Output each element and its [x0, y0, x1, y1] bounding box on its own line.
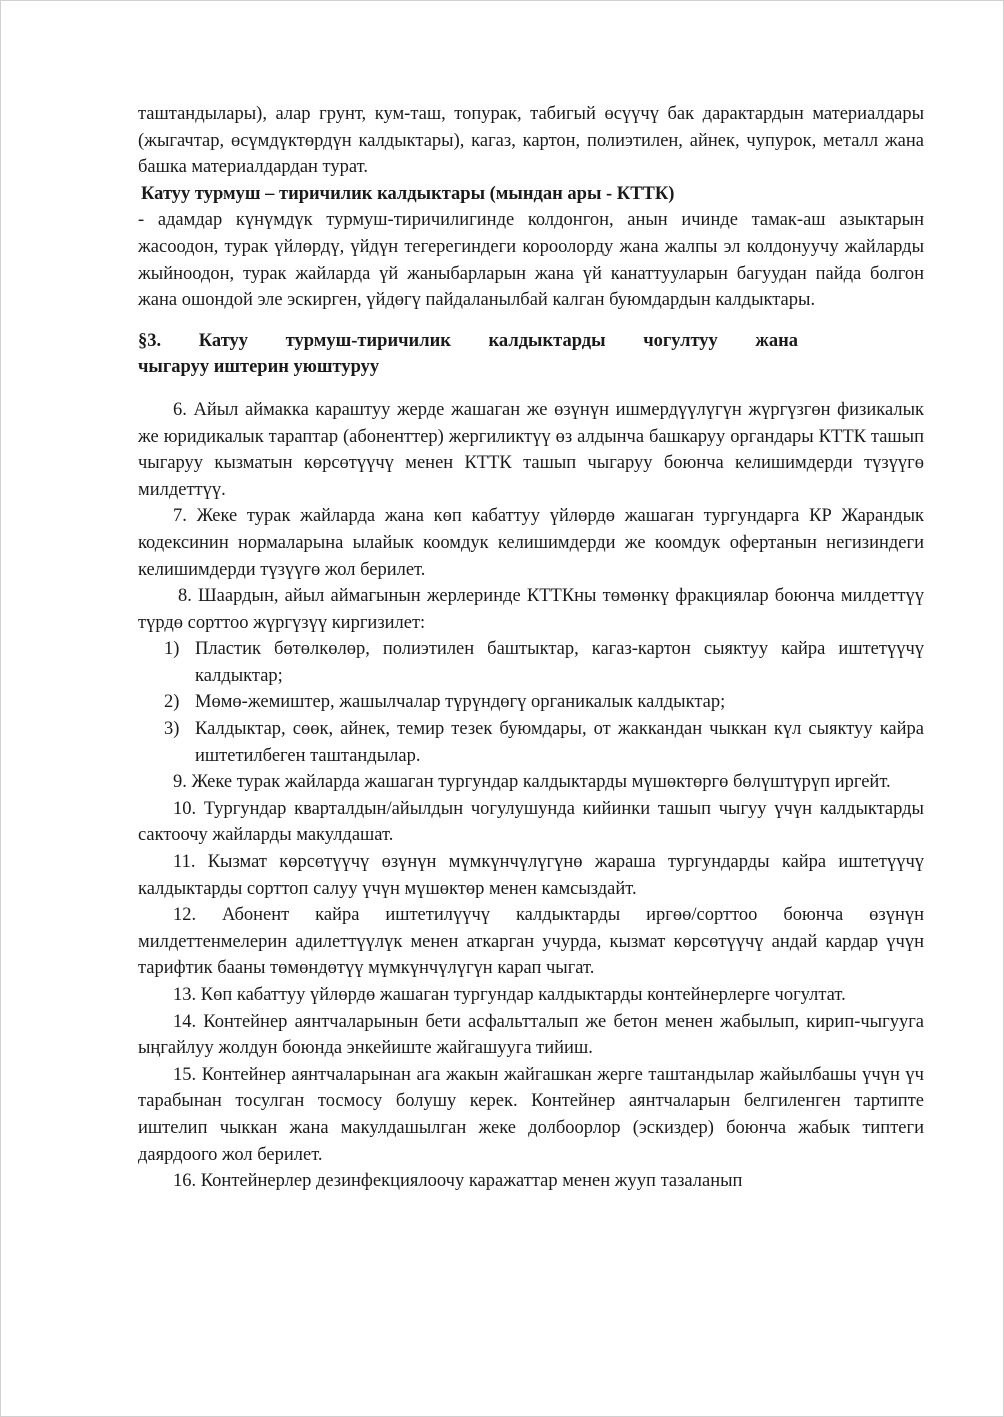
paragraph-13: 13. Көп кабаттуу үйлөрдө жашаган тургундар калдыктарды контейнерлерге чогултат. [173, 985, 846, 1005]
paragraph-6: 6. Айыл аймакка караштуу жерде жашаган же өзүнүн ишмердүүлүгүн жүргүзгөн физикалык же юридикалык тараптар (абоненттер) жергиликтүү өз алдынча башкаруу органдары КТТК ташып чыгаруу кызматын көрсөтүүчү менен КТТК ташып чыгаруу боюнча келишимдерди түзүүгө милдеттүү. [138, 399, 924, 500]
list-text: Пластик бөтөлкөлөр, полиэтилен баштыктар, кагаз-картон сыяктуу кайра иштетүүчү калдыктар; [195, 639, 924, 686]
paragraph-11: 11. Кызмат көрсөтүүчү өзүнүн мүмкүнчүлүгүнө жараша тургундарды кайра иштетүүчү калдыктарды сорттоп салуу үчүн мүшөктөр менен камсыздайт. [138, 852, 924, 899]
list-item [138, 716, 924, 769]
list-text: Калдыктар, сөөк, айнек, темир тезек буюмдары, от жаккандан чыккан күл сыяктуу кайра иштетилбеген таштандылар. [195, 719, 924, 766]
paragraph-9: 9. Жеке турак жайларда жашаган тургундар калдыктарды мүшөктөргө бөлүштүрүп иргейт. [173, 772, 891, 793]
section-title-line2: чыгаруу иштерин уюштуруу [138, 357, 380, 378]
list-number: 3) [164, 719, 180, 740]
list-text: Мөмө-жемиштер, жашылчалар түрүндөгү органикалык калдыктар; [195, 692, 726, 713]
intro-paragraph: таштандылары), алар грунт, кум-таш, топурак, табигый өсүүчү бак дарактардын материалдары (жыгачтар, өсүмдүктөрдүн калдыктары), кагаз, картон, полиэтилен, айнек, чупурок, металл жана башка материалдардан турат. [138, 104, 924, 178]
definition-text: - адамдар күнүмдүк турмуш-тиричилигинде колдонгон, анын ичинде тамак-аш азыктарын жасоодон, турак үйлөрдү, үйдүн тегерегиндеги короолорду жана жалпы эл колдонуучу жайларды жыйноодон, турак жайларда үй жаныбарларын жана үй канаттууларын багуудан пайда болгон жана ошондой эле эскирген, үйдөгү пайдаланылбай калган буюмдардын калдыктары. [138, 210, 924, 311]
paragraph-10: 10. Тургундар кварталдын/айылдын чогулушунда кийинки ташып чыгуу үчүн калдыктарды сактоочу жайларды макулдашат. [138, 798, 924, 846]
paragraph-7: 7. Жеке турак жайларда жана көп кабаттуу үйлөрдө жашаган тургундарга КР Жарандык кодексинин нормаларына ылайык коомдук келишимдерди же коомдук офертанын негизиндеги келишимдерди түзүүгө жол берилет. [138, 506, 924, 580]
paragraph-14: 14. Контейнер аянтчаларынын бети асфальтталып же бетон менен жабылып, кирип-чыгууга ыңгайлуу жолдун боюнда энкейиште жайгашууга тийиш. [138, 1011, 924, 1059]
paragraph-15: 15. Контейнер аянтчаларынан ага жакын жайгашкан жерге таштандылар жайылбашы үчүн үч тарабынан тосулган тосмосу болушу керек. Контейнер аянтчаларын белгиленген тартипте иштелип чыккан жана макулдашылган жеке долбоорлор (эскиздер) боюнча жабык типтеги даярдоого жол берилет. [138, 1064, 924, 1165]
list-number: 1) [164, 639, 180, 660]
paragraph-12: 12. Абонент кайра иштетилүүчү калдыктарды иргөө/сорттоо боюнча өзүнүн милдеттенмелерин адилеттүүлүк менен аткарган учурда, кызмат көрсөтүүчү андай кардар үчүн тарифтик бааны төмөндөтүү мүмкүнчүлүгүн карап чыгат. [138, 905, 924, 979]
list-item [138, 689, 924, 716]
list-number: 2) [164, 692, 180, 713]
section-title-line1: §3. Катуу турмуш-тиричилик калдыктарды чогултуу жана [138, 330, 798, 351]
page-content [138, 101, 924, 1195]
paragraph-8: 8. Шаардын, айыл аймагынын жерлеринде КТТКны төмөнкү фракциялар боюнча милдеттүү түрдө сорттоо жүргүзүү киргизилет: [138, 586, 924, 633]
paragraph-16: 16. Контейнерлер дезинфекциялоочу каражаттар менен жууп тазаланып [173, 1171, 743, 1192]
list-item [138, 636, 924, 689]
section-title [138, 328, 798, 381]
definition-heading: Катуу турмуш – тиричилик калдыктары (мындан ары - КТТК) [141, 183, 675, 204]
